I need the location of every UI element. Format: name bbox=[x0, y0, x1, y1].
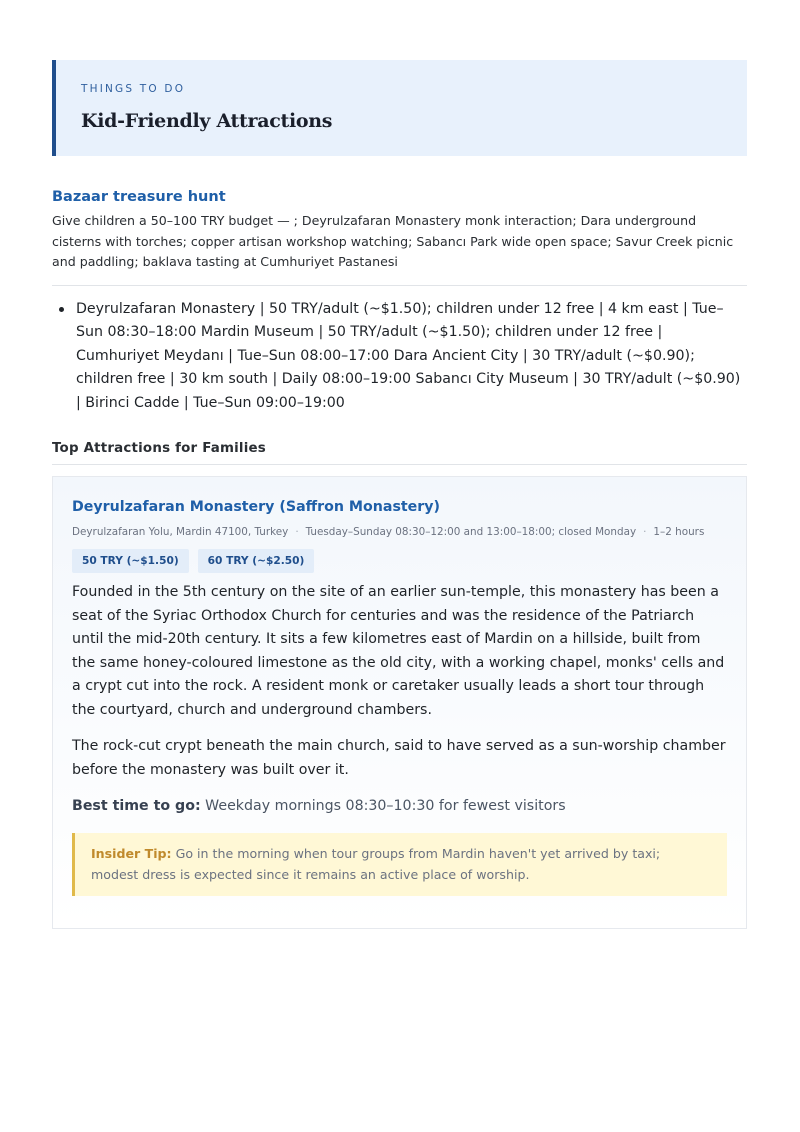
best-time bbox=[72, 796, 727, 816]
attraction-summary-list bbox=[52, 298, 747, 416]
divider bbox=[52, 285, 747, 286]
best-time-value: Weekday mornings 08:30–10:30 for fewest visitors bbox=[205, 798, 566, 814]
meta-separator: · bbox=[295, 526, 299, 538]
attraction-title: Deyrulzafaran Monastery (Saffron Monastery) bbox=[72, 499, 441, 515]
meta-separator: · bbox=[643, 526, 647, 538]
section-heading: Top Attractions for Families bbox=[52, 440, 747, 465]
attraction-duration: 1–2 hours bbox=[653, 526, 705, 538]
page-title: Kid-Friendly Attractions bbox=[81, 110, 333, 132]
insider-tip-text: Go in the morning when tour groups from Mardin haven't yet arrived by taxi; modest dress is expected since it remains an active place of worship. bbox=[91, 846, 661, 882]
page-header bbox=[52, 60, 747, 156]
intro-text: Give children a 50–100 TRY budget — ; Deyrulzafaran Monastery monk interaction; Dara underground cisterns with torches; copper artisan workshop watching; Sabancı Park wide open space; Savur Creek picnic and paddling; baklava tasting at Cumhuriyet Pastanesi bbox=[52, 213, 734, 269]
attraction-card bbox=[52, 476, 747, 929]
price-badge: 50 TRY (~$1.50) bbox=[72, 549, 189, 573]
insider-tip-label: Insider Tip: bbox=[91, 846, 172, 861]
attraction-highlight: The rock-cut crypt beneath the main church, said to have served as a sun-worship chamber before the monastery was built over it. bbox=[72, 738, 726, 778]
attraction-meta bbox=[72, 525, 727, 539]
best-time-label: Best time to go: bbox=[72, 798, 201, 814]
intro-block bbox=[52, 188, 747, 273]
list-item: Deyrulzafaran Monastery | 50 TRY/adult (~$1.50); children under 12 free | 4 km east | Tue–Sun 08:30–18:00 Mardin Museum | 50 TRY/adult (~$1.50); children under 12 free | Cumhuriyet Meydanı | Tue–Sun 08:00–17:00 Dara Ancient City | 30 TRY/adult (~$0.90); children free | 30 km south | Daily 08:00–19:00 Sabancı City Museum | 30 TRY/adult (~$0.90) | Birinci Cadde | Tue–Sun 09:00–19:00 bbox=[52, 298, 747, 416]
price-badges bbox=[72, 549, 727, 573]
section-eyebrow: THINGS TO DO bbox=[81, 83, 186, 95]
insider-tip bbox=[72, 833, 727, 896]
attraction-hours: Tuesday–Sunday 08:30–12:00 and 13:00–18:00; closed Monday bbox=[305, 526, 637, 538]
attraction-description: Founded in the 5th century on the site of an earlier sun-temple, this monastery has been a seat of the Syriac Orthodox Church for centuries and was the residence of the Patriarch until the mid-20th century. It sits a few kilometres east of Mardin on a hillside, built from the same honey-coloured limestone as the old city, with a working chapel, monks' cells and a crypt cut into the rock. A resident monk or caretaker usually leads a short tour through the courtyard, church and underground chambers. bbox=[72, 584, 725, 718]
price-badge: 60 TRY (~$2.50) bbox=[198, 549, 315, 573]
page bbox=[52, 60, 747, 929]
intro-title: Bazaar treasure hunt bbox=[52, 189, 226, 205]
attraction-address: Deyrulzafaran Yolu, Mardin 47100, Turkey bbox=[72, 526, 289, 538]
